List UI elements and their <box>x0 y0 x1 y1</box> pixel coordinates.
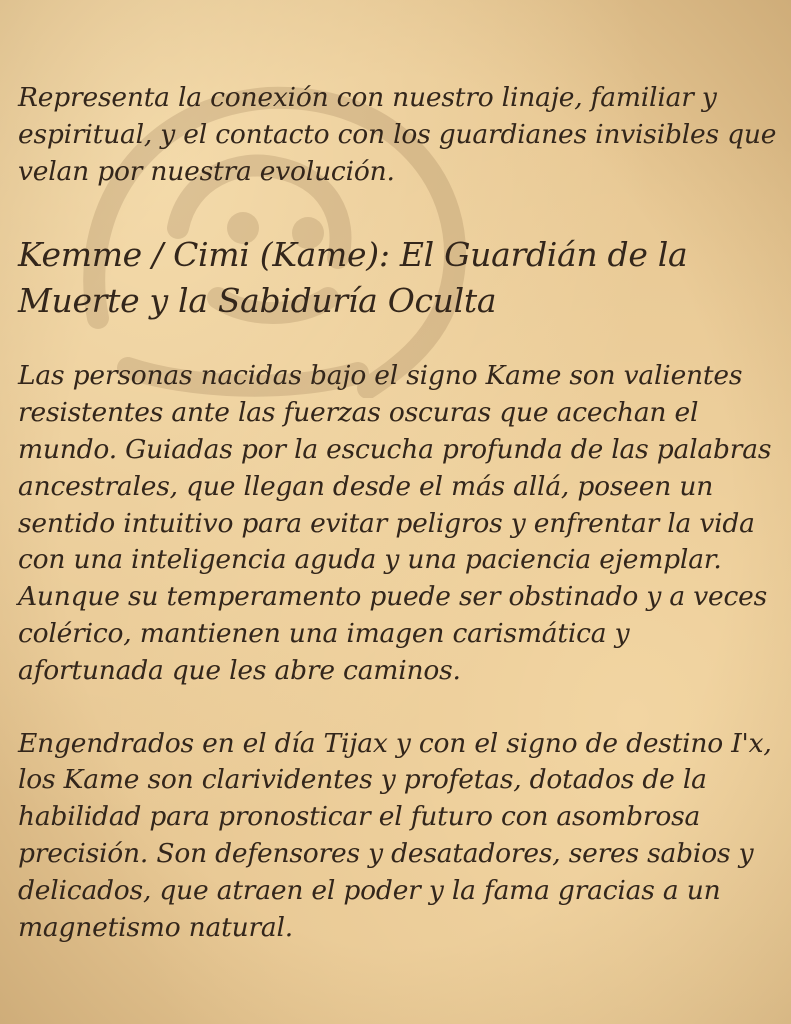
body-paragraph-2: Engendrados en el día Tijax y con el signo de destino I'x, los Kame son clarividentes y profetas, dotados de la habilidad para pronosticar el futuro con asombrosa precisión. Son defensores y desatadores, seres sabios y delicados, que atraen el poder y la fama gracias a un magnetismo natural. <box>18 727 772 943</box>
body-paragraph-1: Las personas nacidas bajo el signo Kame son valientes resistentes ante las fuerzas oscuras que acechan el mundo. Guiadas por la escucha profunda de las palabras ancestrales, que llegan desde el más allá, poseen un sentido intuitivo para evitar peligros y enfrentar la vida con una inteligencia aguda y una paciencia ejemplar. Aunque su temperamento puede ser obstinado y a veces colérico, mantienen una imagen carismática y afortunada que les abre caminos. <box>18 360 772 686</box>
document-body <box>18 80 783 946</box>
section-title: Kemme / Cimi (Kame): El Guardián de la Muerte y la Sabiduría Oculta <box>18 235 688 321</box>
intro-paragraph: Representa la conexión con nuestro linaje, familiar y espiritual, y el contacto con los guardianes invisibles que velan por nuestra evolución. <box>18 82 777 187</box>
